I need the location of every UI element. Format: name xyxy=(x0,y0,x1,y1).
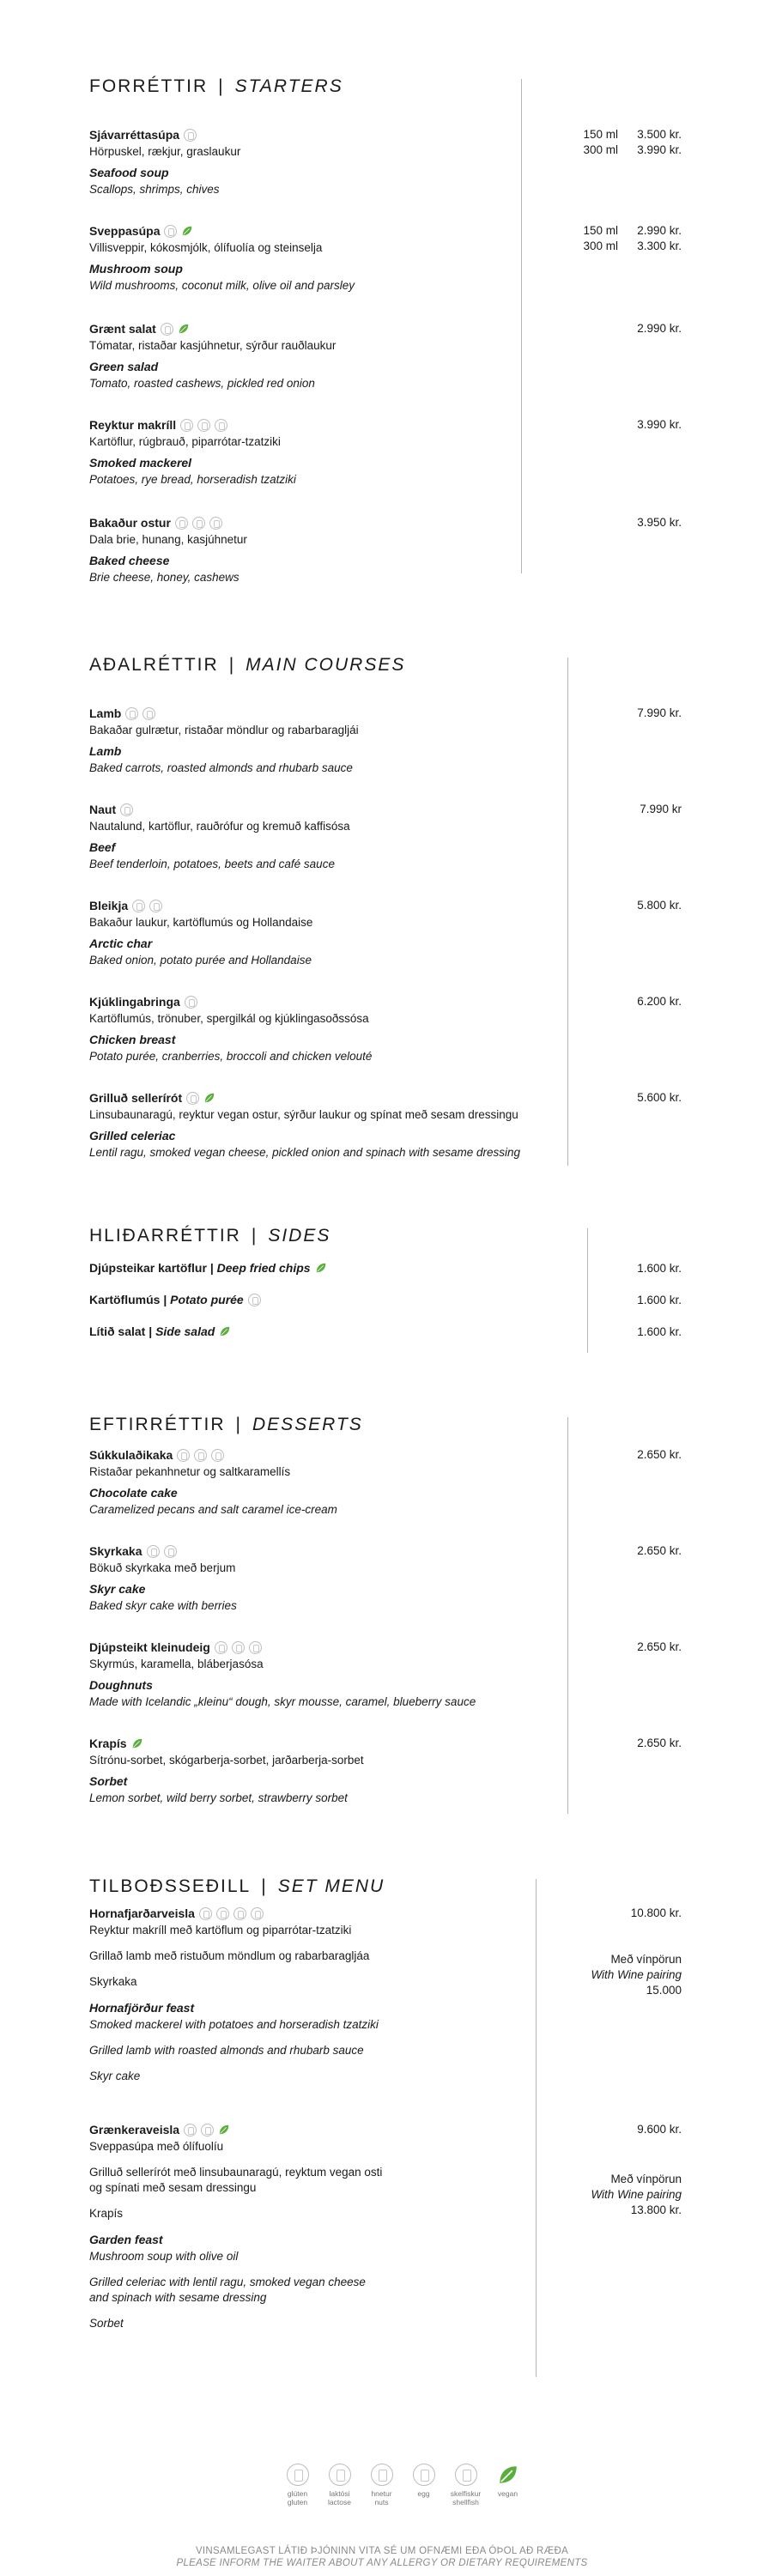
legend-item xyxy=(318,2464,361,2506)
sides-list xyxy=(89,1258,682,1344)
item-name-en: Doughnuts xyxy=(89,1678,153,1692)
item-price: 5.800 kr. xyxy=(637,899,682,912)
side-name-en: Potato purée xyxy=(170,1293,244,1306)
side-name-is: Kartöflumús xyxy=(89,1293,161,1306)
lactose-icon xyxy=(185,996,197,1009)
side-item-price: 1.600 kr. xyxy=(637,1293,682,1306)
item-name-row xyxy=(89,896,682,915)
lactose-icon xyxy=(177,1449,190,1462)
side-item-price: 1.600 kr. xyxy=(637,1324,682,1338)
course-en: and spinach with sesame dressing xyxy=(89,2291,267,2304)
item-description: Kartöflumús, trönuber, spergilkál og kjúklingasoðssósa xyxy=(89,1012,369,1025)
item-description-en: Beef tenderloin, potatoes, beets and café sauce xyxy=(89,858,335,870)
item-name-row xyxy=(89,800,682,819)
item-description-en: Wild mushrooms, coconut milk, olive oil and parsley xyxy=(89,279,355,292)
item-name-en: Grilled celeriac xyxy=(89,1129,176,1143)
course-en: Skyr cake xyxy=(89,2070,141,2082)
side-name-is: Djúpsteikar kartöflur xyxy=(89,1261,207,1275)
portion-size: 300 ml xyxy=(583,239,618,252)
course-en: Mushroom soup with olive oil xyxy=(89,2250,239,2263)
side-name-separator: | xyxy=(160,1293,171,1306)
wine-pairing-price: 13.800 kr. xyxy=(630,2203,682,2216)
item-name: Bakaður ostur xyxy=(89,516,171,530)
vegan-icon xyxy=(315,1262,327,1274)
price-row xyxy=(580,321,682,336)
item-description-en: Baked onion, potato purée and Hollandaise xyxy=(89,954,312,967)
nuts-icon xyxy=(161,323,173,336)
side-item-name xyxy=(89,1261,311,1275)
wine-pairing-price: 15.000 xyxy=(646,1984,682,1997)
course-is: Skyrkaka xyxy=(89,1975,137,1988)
vegan-icon xyxy=(203,1092,215,1104)
item-name-row xyxy=(89,1734,682,1753)
menu-item xyxy=(89,1446,682,1518)
item-description-en: Scallops, shrimps, chives xyxy=(89,183,220,196)
course-is: Reyktur makríll með kartöflum og piparrótar-tzatziki xyxy=(89,1924,352,1937)
item-name-en: Skyr cake xyxy=(89,1582,146,1596)
item-description: Bakaðar gulrætur, ristaðar möndlur og rabarbaragljái xyxy=(89,724,359,736)
item-name: Súkkulaðikaka xyxy=(89,1448,173,1462)
legend-item xyxy=(445,2464,487,2506)
sides-title: HLIÐARRÉTTIR | SIDES xyxy=(89,1226,331,1246)
set-menu-name-row xyxy=(89,1904,682,1923)
side-name-separator: | xyxy=(206,1261,217,1275)
item-prices xyxy=(580,515,682,530)
item-description-en: Brie cheese, honey, cashews xyxy=(89,571,240,584)
gluten-icon xyxy=(180,419,193,432)
item-prices xyxy=(580,321,682,336)
nuts-icon xyxy=(142,707,155,720)
allergy-notice-en: PLEASE INFORM THE WAITER ABOUT ANY ALLERGY OR DIETARY REQUIREMENTS xyxy=(176,2558,588,2568)
gluten-icon xyxy=(215,1641,227,1654)
side-name-en: Side salad xyxy=(155,1324,215,1338)
set-menu-section xyxy=(89,1874,682,1900)
item-price: 5.600 kr. xyxy=(637,1091,682,1104)
nuts-icon xyxy=(233,1907,246,1920)
set-menu-name-en: Garden feast xyxy=(89,2233,163,2246)
item-price: 7.990 kr. xyxy=(637,706,682,719)
egg-icon xyxy=(211,1449,224,1462)
legend-label-en: gluten xyxy=(287,2498,308,2506)
mains-section xyxy=(89,652,682,678)
wine-pairing-en: With Wine pairing xyxy=(591,1968,682,1981)
egg-icon xyxy=(413,2464,435,2486)
legend-item xyxy=(361,2464,403,2506)
item-description-en: Tomato, roasted cashews, pickled red onion xyxy=(89,377,315,390)
menu-item xyxy=(89,1638,682,1710)
side-name-en: Deep fried chips xyxy=(216,1261,311,1275)
legend-label-en: shellfish xyxy=(452,2498,479,2506)
vegan-icon xyxy=(497,2464,519,2486)
menu-item xyxy=(89,319,682,391)
set-menu-title: TILBOÐSSEÐILL | SET MENU xyxy=(89,1876,385,1896)
portion-size: 150 ml xyxy=(583,128,618,141)
price-row xyxy=(580,142,682,158)
menu-item xyxy=(89,800,682,872)
menu-item xyxy=(89,125,682,197)
wine-pairing xyxy=(591,1952,682,1998)
item-prices xyxy=(580,127,682,158)
item-name: Grænt salat xyxy=(89,322,156,336)
item-name: Lamb xyxy=(89,706,122,720)
item-name: Skyrkaka xyxy=(89,1544,142,1558)
item-description-en: Lemon sorbet, wild berry sorbet, strawberry sorbet xyxy=(89,1791,348,1804)
item-name-en: Lamb xyxy=(89,744,122,758)
vegan-icon xyxy=(178,323,190,335)
lactose-icon xyxy=(197,419,210,432)
item-price: 3.500 kr. xyxy=(637,128,682,141)
item-description-en: Potatoes, rye bread, horseradish tzatziki xyxy=(89,473,296,486)
legend-label-is: vegan xyxy=(497,2489,518,2498)
lactose-icon xyxy=(216,1907,229,1920)
item-prices xyxy=(580,417,682,433)
egg-icon xyxy=(164,1545,177,1558)
menu-item xyxy=(89,1734,682,1806)
gluten-icon xyxy=(184,2124,197,2137)
desserts-title: EFTIRRÉTTIR | DESSERTS xyxy=(89,1415,363,1434)
lactose-icon xyxy=(248,1294,261,1306)
nuts-icon xyxy=(164,225,177,238)
vegan-icon xyxy=(219,1325,231,1337)
item-name-row xyxy=(89,1638,682,1657)
item-price: 2.650 kr. xyxy=(637,1737,682,1749)
set-menu-name: Grænkeraveisla xyxy=(89,2123,180,2137)
menu-item xyxy=(89,704,682,776)
vegan-icon xyxy=(218,2124,230,2136)
side-item-name xyxy=(89,1324,215,1338)
item-name-row xyxy=(89,1542,682,1561)
item-name-en: Arctic char xyxy=(89,936,153,950)
legend-label-is: laktósi xyxy=(329,2489,350,2498)
item-name-en: Chicken breast xyxy=(89,1033,176,1046)
vegan-icon xyxy=(131,1737,143,1749)
legend-label-is: glúten xyxy=(287,2489,308,2498)
allergen-legend xyxy=(276,2464,529,2506)
item-description: Dala brie, hunang, kasjúhnetur xyxy=(89,533,247,546)
item-name: Sveppasúpa xyxy=(89,224,161,238)
item-name: Reyktur makríll xyxy=(89,418,177,432)
item-description: Bökuð skyrkaka með berjum xyxy=(89,1561,236,1574)
item-name: Krapís xyxy=(89,1737,127,1750)
gluten-icon xyxy=(199,1907,212,1920)
item-price: 2.990 kr. xyxy=(637,322,682,335)
portion-size: 300 ml xyxy=(583,143,618,156)
item-description-en: Caramelized pecans and salt caramel ice-cream xyxy=(89,1503,337,1516)
item-name-en: Mushroom soup xyxy=(89,262,183,276)
lactose-icon xyxy=(232,1641,245,1654)
legend-item xyxy=(403,2464,445,2506)
desserts-list xyxy=(89,1446,682,1823)
side-item xyxy=(89,1322,682,1341)
menu-item xyxy=(89,992,682,1064)
set-menu-list xyxy=(89,1904,682,2402)
mains-list xyxy=(89,704,682,1185)
side-item xyxy=(89,1258,682,1277)
egg-icon xyxy=(251,1907,264,1920)
legend-label-is: skelfiskur xyxy=(450,2489,482,2498)
side-name-separator: | xyxy=(145,1324,156,1338)
side-item xyxy=(89,1290,682,1309)
item-name: Grilluð sellerírót xyxy=(89,1091,183,1105)
item-description: Sítrónu-sorbet, skógarberja-sorbet, jarðarberja-sorbet xyxy=(89,1754,364,1767)
sides-section xyxy=(89,1223,682,1249)
shellfish-icon xyxy=(455,2464,477,2486)
item-description: Bakaður laukur, kartöflumús og Hollandaise xyxy=(89,916,313,929)
item-description: Tómatar, ristaðar kasjúhnetur, sýrður rauðlaukur xyxy=(89,339,337,352)
nuts-icon xyxy=(194,1449,207,1462)
item-name-row xyxy=(89,992,682,1011)
set-menu-item xyxy=(89,2120,682,2331)
desserts-section xyxy=(89,1412,682,1438)
course-is: Grillað lamb með ristuðum möndlum og rabarbaragljáa xyxy=(89,1949,370,1962)
item-description: Kartöflur, rúgbrauð, piparrótar-tzatziki xyxy=(89,435,281,448)
item-name-en: Baked cheese xyxy=(89,554,170,567)
item-description: Ristaðar pekanhnetur og saltkaramellís xyxy=(89,1465,291,1478)
lactose-icon xyxy=(192,517,205,530)
legend-item xyxy=(276,2464,318,2506)
course-en: Grilled celeriac with lentil ragu, smoked vegan cheese xyxy=(89,2276,366,2288)
item-price: 7.990 kr xyxy=(640,803,682,815)
price-row xyxy=(580,239,682,254)
nuts-icon xyxy=(209,517,222,530)
price-row xyxy=(580,417,682,433)
item-description: Hörpuskel, rækjur, graslaukur xyxy=(89,145,241,158)
set-menu-name-row xyxy=(89,2120,682,2139)
wine-pairing-en: With Wine pairing xyxy=(591,2188,682,2201)
item-name-row xyxy=(89,704,682,723)
gluten-icon xyxy=(287,2464,309,2486)
shellfish-icon xyxy=(184,129,197,142)
course-is: Sveppasúpa með ólífuolíu xyxy=(89,2140,224,2153)
egg-icon xyxy=(215,419,227,432)
gluten-icon xyxy=(175,517,188,530)
wine-pairing-is: Með vínpörun xyxy=(610,2173,682,2185)
item-name: Bleikja xyxy=(89,899,129,912)
egg-icon xyxy=(149,900,162,912)
item-name-row xyxy=(89,1088,682,1107)
item-description-en: Lentil ragu, smoked vegan cheese, pickled onion and spinach with sesame dressing xyxy=(89,1146,521,1159)
item-name-row xyxy=(89,1446,682,1464)
mains-title: AÐALRÉTTIR | MAIN COURSES xyxy=(89,655,406,675)
legend-label-en: lactose xyxy=(328,2498,351,2506)
item-price: 2.650 kr. xyxy=(637,1448,682,1461)
menu-item xyxy=(89,896,682,968)
nuts-icon xyxy=(371,2464,393,2486)
item-price: 3.300 kr. xyxy=(637,239,682,252)
item-name: Kjúklingabringa xyxy=(89,995,180,1009)
item-name-en: Beef xyxy=(89,840,116,854)
item-name-en: Chocolate cake xyxy=(89,1486,178,1500)
set-menu-price: 9.600 kr. xyxy=(637,2123,682,2136)
item-price: 2.990 kr. xyxy=(637,224,682,237)
course-en: Sorbet xyxy=(89,2317,124,2330)
item-price: 3.990 kr. xyxy=(637,418,682,431)
course-is: Krapís xyxy=(89,2207,124,2220)
set-menu-item xyxy=(89,1904,682,2084)
course-is: og spínati með sesam dressingu xyxy=(89,2181,257,2194)
price-row xyxy=(580,127,682,142)
nuts-icon xyxy=(201,2124,214,2137)
item-name-en: Seafood soup xyxy=(89,166,169,179)
item-prices xyxy=(580,223,682,254)
item-description-en: Baked skyr cake with berries xyxy=(89,1599,237,1612)
legend-item xyxy=(487,2464,529,2506)
nuts-icon xyxy=(186,1092,199,1105)
legend-label-en: nuts xyxy=(374,2498,389,2506)
set-menu-name-en: Hornafjörður feast xyxy=(89,2001,195,2015)
lactose-icon xyxy=(120,803,133,816)
portion-size: 150 ml xyxy=(583,224,618,237)
item-description-en: Baked carrots, roasted almonds and rhubarb sauce xyxy=(89,761,353,774)
item-price: 2.650 kr. xyxy=(637,1544,682,1557)
starters-title: FORRÉTTIR | STARTERS xyxy=(89,76,343,96)
item-description: Linsubaunaragú, reyktur vegan ostur, sýrður laukur og spínat með sesam dressingu xyxy=(89,1108,518,1121)
side-item-price: 1.600 kr. xyxy=(637,1261,682,1275)
starters-list xyxy=(89,125,682,589)
item-description: Villisveppir, kókosmjólk, ólífuolía og steinselja xyxy=(89,241,323,254)
legend-label-is: hnetur xyxy=(371,2489,392,2498)
item-description-en: Potato purée, cranberries, broccoli and chicken velouté xyxy=(89,1050,373,1063)
menu-item xyxy=(89,415,682,488)
lactose-icon xyxy=(132,900,145,912)
item-name: Djúpsteikt kleinudeig xyxy=(89,1640,210,1654)
item-price: 3.950 kr. xyxy=(637,516,682,529)
item-price: 2.650 kr. xyxy=(637,1640,682,1653)
item-description: Skyrmús, karamella, bláberjasósa xyxy=(89,1658,264,1670)
vegan-icon xyxy=(181,225,193,237)
lactose-icon xyxy=(147,1545,160,1558)
starters-section xyxy=(89,74,682,100)
lactose-icon xyxy=(125,707,138,720)
wine-pairing xyxy=(591,2172,682,2218)
menu-item xyxy=(89,1088,682,1161)
set-menu-name: Hornafjarðarveisla xyxy=(89,1906,195,1920)
item-description: Nautalund, kartöflur, rauðrófur og kremuð kaffisósa xyxy=(89,820,350,833)
item-price: 3.990 kr. xyxy=(637,143,682,156)
allergy-notice xyxy=(0,2545,764,2569)
item-description-en: Made with Icelandic „kleinu“ dough, skyr mousse, caramel, blueberry sauce xyxy=(89,1695,476,1708)
allergy-notice-is: VINSAMLEGAST LÁTIÐ ÞJÓNINN VITA SÉ UM OFNÆMI EÐA ÓÞOL AÐ RÆÐA xyxy=(195,2546,569,2556)
egg-icon xyxy=(249,1641,262,1654)
side-item-name xyxy=(89,1293,244,1306)
item-name-en: Smoked mackerel xyxy=(89,456,192,470)
wine-pairing-is: Með vínpörun xyxy=(610,1953,682,1966)
item-name-en: Sorbet xyxy=(89,1774,128,1788)
item-price: 6.200 kr. xyxy=(637,995,682,1008)
lactose-icon xyxy=(329,2464,351,2486)
menu-item xyxy=(89,221,682,294)
menu-item xyxy=(89,513,682,585)
legend-label-is: egg xyxy=(417,2489,430,2498)
price-row xyxy=(580,223,682,239)
set-menu-price: 10.800 kr. xyxy=(630,1906,682,1919)
course-is: Grilluð sellerírót með linsubaunaragú, reyktum vegan osti xyxy=(89,2166,383,2179)
course-en: Smoked mackerel with potatoes and horseradish tzatziki xyxy=(89,2018,379,2031)
item-name-en: Green salad xyxy=(89,360,159,373)
course-en: Grilled lamb with roasted almonds and rhubarb sauce xyxy=(89,2044,364,2057)
menu-item xyxy=(89,1542,682,1614)
item-name: Sjávarréttasúpa xyxy=(89,128,180,142)
side-name-is: Lítið salat xyxy=(89,1324,146,1338)
price-row xyxy=(580,515,682,530)
item-name: Naut xyxy=(89,803,117,816)
